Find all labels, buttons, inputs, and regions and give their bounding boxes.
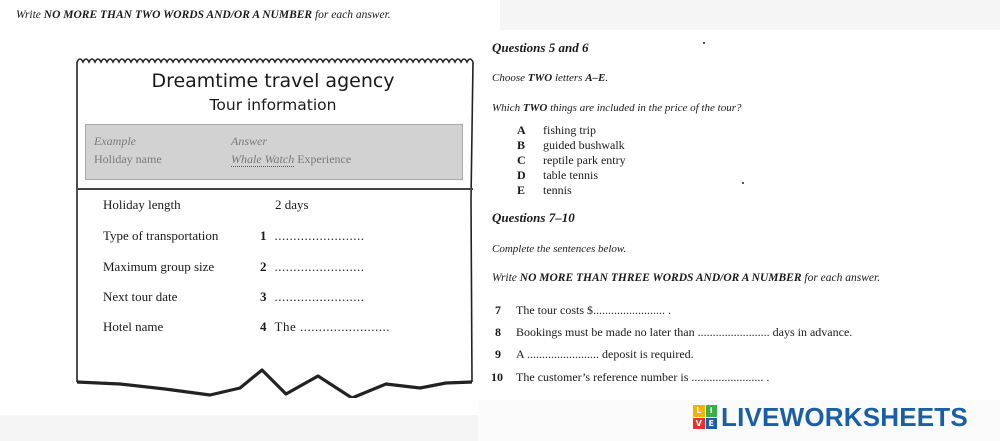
ticket-row-value: 2 days	[275, 197, 309, 212]
question-number: 4	[260, 319, 267, 334]
ticket-torn-bottom-edge	[77, 370, 472, 398]
ticket-row-label: Next tour date	[103, 289, 178, 304]
sentence-number: 8	[495, 325, 501, 339]
logo-text: LIVEWORKSHEETS	[721, 401, 968, 432]
ticket-row-answer[interactable]	[260, 259, 365, 275]
ticket-right-edge	[471, 62, 473, 382]
example-answer	[231, 152, 351, 167]
top-instruction: Write NO MORE THAN TWO WORDS AND/OR A NUMBER for each answer.	[16, 9, 391, 21]
questions-7-10-instruction: Complete the sentences below.	[492, 243, 627, 255]
sentence-number: 10	[491, 370, 503, 384]
ticket-row-answer[interactable]	[260, 228, 365, 244]
option-text[interactable]: reptile park entry	[543, 153, 626, 167]
logo-mark-icon	[693, 405, 717, 429]
questions-5-6-instruction: Choose TWO letters A–E.	[492, 72, 609, 84]
questions-7-10-heading: Questions 7–10	[492, 210, 575, 225]
sentence-number: 9	[495, 347, 501, 361]
option-letter[interactable]: E	[517, 183, 526, 197]
ticket-row-label: Hotel name	[103, 319, 164, 334]
option-letter[interactable]: B	[517, 138, 526, 152]
scan-speck	[742, 182, 744, 184]
logo-mark-letter: E	[706, 418, 718, 430]
ticket-subtitle: Tour information	[209, 96, 337, 114]
ticket-row-label: Holiday length	[103, 197, 181, 212]
option-text[interactable]: fishing trip	[543, 123, 596, 137]
ticket-row-label: Maximum group size	[103, 259, 215, 274]
sentence-7-text[interactable]: The tour costs $........................ .	[516, 303, 671, 317]
question-number: 1	[260, 228, 267, 243]
option-text[interactable]: guided bushwalk	[543, 138, 625, 152]
logo-mark-letter: V	[693, 418, 705, 430]
question-number: 2	[260, 259, 267, 274]
example-answer-underlined: Whale Watch	[231, 152, 295, 166]
sentence-9-text[interactable]: A ........................ deposit is required.	[516, 347, 694, 361]
liveworksheets-logo	[693, 402, 968, 432]
example-field: Holiday name	[94, 152, 162, 166]
ticket-torn-top-edge	[77, 59, 473, 62]
ticket-row-answer[interactable]	[260, 319, 390, 335]
sentence-10-text[interactable]: The customer’s reference number is ........................ .	[516, 370, 770, 384]
sentence-number: 7	[495, 303, 501, 317]
questions-7-10-word-limit: Write NO MORE THAN THREE WORDS AND/OR A NUMBER for each answer.	[492, 272, 881, 284]
answer-label: Answer	[231, 134, 267, 148]
sentence-8-text[interactable]: Bookings must be made no later than ........................ days in advance.	[516, 325, 853, 339]
questions-5-6-question: Which TWO things are included in the price of the tour?	[492, 102, 742, 114]
ticket-row-label: Type of transportation	[103, 228, 219, 243]
answer-blank-4[interactable]: The ........................	[274, 319, 390, 334]
ticket-separator	[77, 188, 473, 190]
example-answer-rest: Experience	[294, 152, 352, 166]
answer-blank-1[interactable]: ........................	[274, 228, 365, 243]
option-letter[interactable]: D	[517, 168, 526, 182]
questions-5-6-heading: Questions 5 and 6	[492, 40, 589, 55]
ticket-row-answer[interactable]	[260, 289, 365, 305]
logo-mark-letter: L	[693, 405, 705, 417]
answer-blank-3[interactable]: ........................	[274, 289, 365, 304]
example-label: Example	[94, 134, 136, 148]
option-letter[interactable]: A	[517, 123, 526, 137]
option-text[interactable]: table tennis	[543, 168, 598, 182]
option-text[interactable]: tennis	[543, 183, 572, 197]
ticket-title: Dreamtime travel agency	[151, 70, 395, 92]
logo-mark-letter: I	[706, 405, 718, 417]
answer-blank-2[interactable]: ........................	[274, 259, 365, 274]
question-number: 3	[260, 289, 267, 304]
option-letter[interactable]: C	[517, 153, 526, 167]
scan-speck	[703, 42, 705, 44]
